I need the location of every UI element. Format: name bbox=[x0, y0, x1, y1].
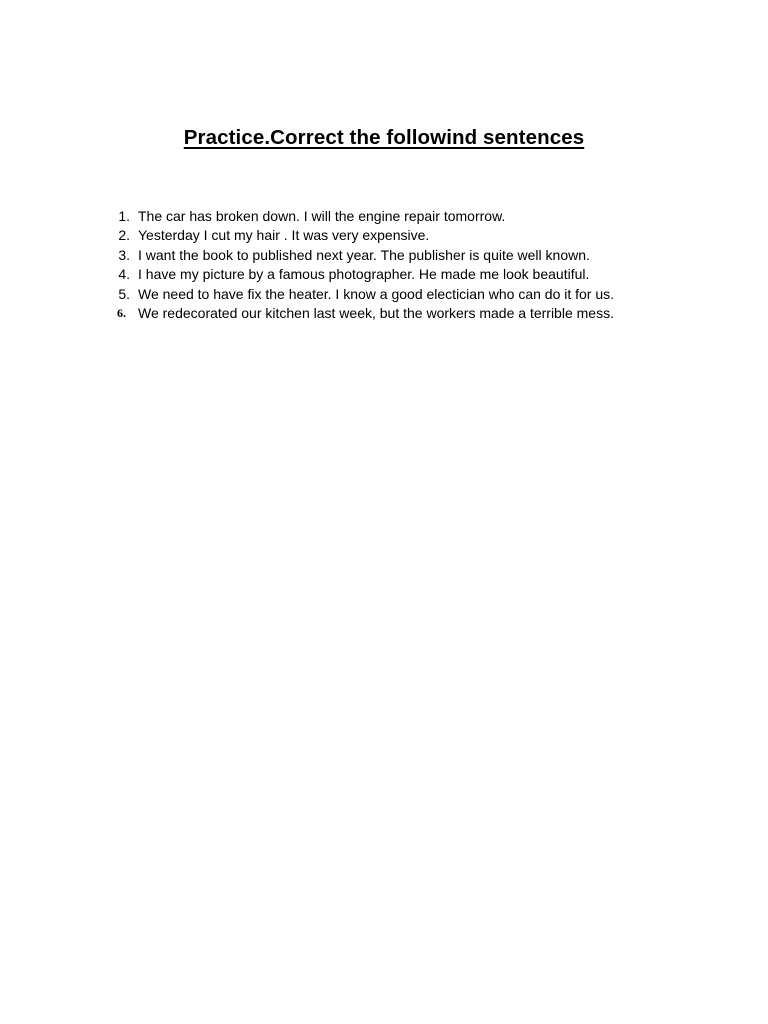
page-title: Practice.Correct the followind sentences bbox=[183, 126, 585, 149]
list-item bbox=[104, 285, 744, 304]
item-number: 1. bbox=[118, 208, 130, 224]
item-text: I have my picture by a famous photographer. He made me look beautiful. bbox=[138, 266, 590, 283]
list-item bbox=[104, 207, 744, 226]
item-number: 4. bbox=[118, 266, 130, 283]
list-item bbox=[104, 304, 744, 323]
list-item bbox=[104, 246, 744, 265]
item-text: We need to have fix the heater. I know a good electician who can do it for us. bbox=[138, 285, 615, 302]
list-item bbox=[104, 226, 744, 245]
item-number: 2. bbox=[118, 227, 130, 244]
item-number: 3. bbox=[118, 246, 130, 263]
item-text: We redecorated our kitchen last week, but the workers made a terrible mess. bbox=[138, 304, 614, 321]
item-number: 6. bbox=[117, 305, 126, 320]
sentence-list bbox=[104, 207, 744, 323]
item-number: 5. bbox=[118, 285, 130, 302]
item-text: Yesterday I cut my hair . It was very expensive. bbox=[138, 227, 430, 244]
item-text: The car has broken down. I will the engine repair tomorrow. bbox=[138, 208, 506, 224]
list-item bbox=[104, 265, 744, 284]
item-text: I want the book to published next year. The publisher is quite well known. bbox=[138, 246, 590, 263]
